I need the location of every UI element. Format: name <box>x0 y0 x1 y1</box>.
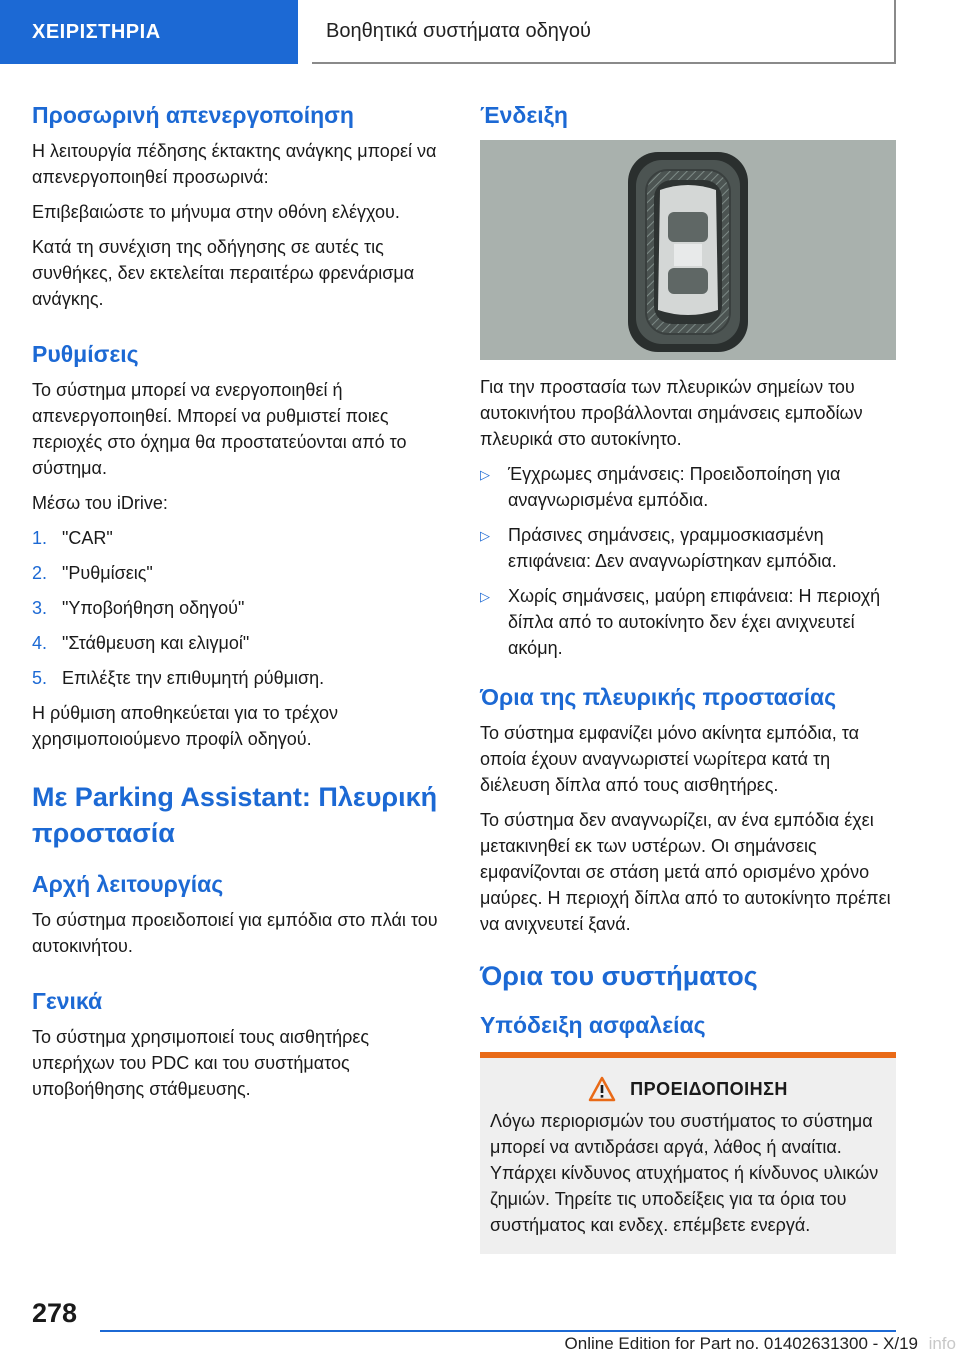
list-item: 2. "Ρυθμίσεις" <box>32 563 153 583</box>
paragraph: Το σύστημα δεν αναγνωρίζει, αν ένα εμπόδια έχει μετακινηθεί εκ των υστέρων. Οι σημάνσεις εμφανίζονται σε στάση μετά από ορισμένο χρόνο μαύρες. Η περιοχή δίπλα από το αυτοκίνητο πρέπει να ανιχνευτεί ξανά. <box>480 810 891 934</box>
paragraph: Μέσω του iDrive: <box>32 493 168 513</box>
heading-safety-note: Υπόδειξη ασφαλείας <box>480 1012 706 1038</box>
paragraph: Η λειτουργία πέδησης έκτακτης ανάγκης μπορεί να απενεργοποιηθεί προσωρινά: <box>32 141 437 187</box>
paragraph: Η ρύθμιση αποθηκεύεται για το τρέχον χρησιμοποιούμενο προφίλ οδηγού. <box>32 703 338 749</box>
heading-general: Γενικά <box>32 988 103 1014</box>
footer-divider <box>100 1330 896 1332</box>
bullet-triangle-icon: ▷ <box>480 589 490 604</box>
list-item: 5. Επιλέξτε την επιθυμητή ρύθμιση. <box>32 668 325 688</box>
list-item: 4. "Στάθμευση και ελιγμοί" <box>32 633 250 653</box>
heading-side-protection-limits: Όρια της πλευρικής προστασίας <box>480 684 837 710</box>
heading-settings: Ρυθμίσεις <box>32 341 139 367</box>
warning-box <box>480 1052 896 1254</box>
markers-list <box>480 461 896 661</box>
chapter-tab: ΧΕΙΡΙΣΤΗΡΙΑ <box>0 0 298 64</box>
page-number: 278 <box>32 1298 78 1328</box>
heading-temporary-deactivation: Προσωρινή απενεργοποίηση <box>32 102 354 128</box>
right-column <box>480 100 896 1254</box>
parking-display-image <box>480 140 896 360</box>
bullet-triangle-icon: ▷ <box>480 528 490 543</box>
list-item: ▷ Έγχρωμες σημάνσεις: Προειδοποίηση για αναγνωρισμένα εμπόδια. <box>480 461 896 513</box>
paragraph: Το σύστημα μπορεί να ενεργοποιηθεί ή απενεργοποιηθεί. Μπορεί να ρυθμιστεί ποιες περιοχές στο όχημα θα προστατεύονται από το σύστημα. <box>32 380 407 478</box>
footer-edition: Online Edition for Part no. 01402631300 - X/19 <box>564 1334 918 1353</box>
bullet-triangle-icon: ▷ <box>480 467 490 482</box>
left-column <box>32 100 448 1111</box>
list-item: ▷ Πράσινες σημάνσεις, γραμμοσκιασμένη επιφάνεια: Δεν αναγνωρίστηκαν εμπόδια. <box>480 522 896 574</box>
paragraph: Το σύστημα χρησιμοποιεί τους αισθητήρες υπερήχων του PDC και του συστήματος υποβοήθησης στάθμευσης. <box>32 1027 370 1099</box>
footer-watermark: info <box>928 1334 956 1353</box>
paragraph: Το σύστημα εμφανίζει μόνο ακίνητα εμπόδια, τα οποία έχουν αναγνωριστεί νωρίτερα κατά τη διέλευση δίπλα από τους αισθητήρες. <box>480 723 860 795</box>
warning-triangle-icon <box>588 1076 616 1102</box>
steps-list <box>32 525 448 691</box>
paragraph: Το σύστημα προειδοποιεί για εμπόδια στο πλάι του αυτοκινήτου. <box>32 910 438 956</box>
heading-display: Ένδειξη <box>480 102 568 128</box>
heading-system-limits: Όρια του συστήματος <box>480 961 758 991</box>
list-item: 1. "CAR" <box>32 528 113 548</box>
warning-title: ΠΡΟΕΙΔΟΠΟΙΗΣΗ <box>630 1078 788 1099</box>
list-item: 3. "Υποβοήθηση οδηγού" <box>32 598 245 618</box>
paragraph: Επιβεβαιώστε το μήνυμα στην οθόνη ελέγχου. <box>32 202 400 222</box>
section-title: Βοηθητικά συστήματα οδηγού <box>312 0 896 64</box>
heading-operating-principle: Αρχή λειτουργίας <box>32 871 224 897</box>
car-top-view-illustration <box>480 140 896 360</box>
paragraph: Για την προστασία των πλευρικών σημείων του αυτοκινήτου προβάλλονται σημάνσεις εμποδίων πλευρικά στο αυτοκίνητο. <box>480 377 863 449</box>
list-item: ▷ Χωρίς σημάνσεις, μαύρη επιφάνεια: Η περιοχή δίπλα από το αυτοκίνητο δεν έχει ανιχνευτεί ακόμη. <box>480 583 896 661</box>
heading-side-protection: Με Parking Assistant: Πλευρική προστασία <box>32 782 438 848</box>
warning-text: Λόγω περιορισμών του συστήματος το σύστημα μπορεί να αντιδράσει αργά, λάθος ή αναίτια. Υπάρχει κίνδυνος ατυχήματος ή κίνδυνος υλικών ζημιών. Τηρείτε τις υποδείξεις για τα όρια του συστήματος και ενδεχ. επέμβετε ενεργά. <box>490 1111 879 1235</box>
paragraph: Κατά τη συνέχιση της οδήγησης σε αυτές τις συνθήκες, δεν εκτελείται περαιτέρω φρενάρισμα ανάγκης. <box>32 237 415 309</box>
